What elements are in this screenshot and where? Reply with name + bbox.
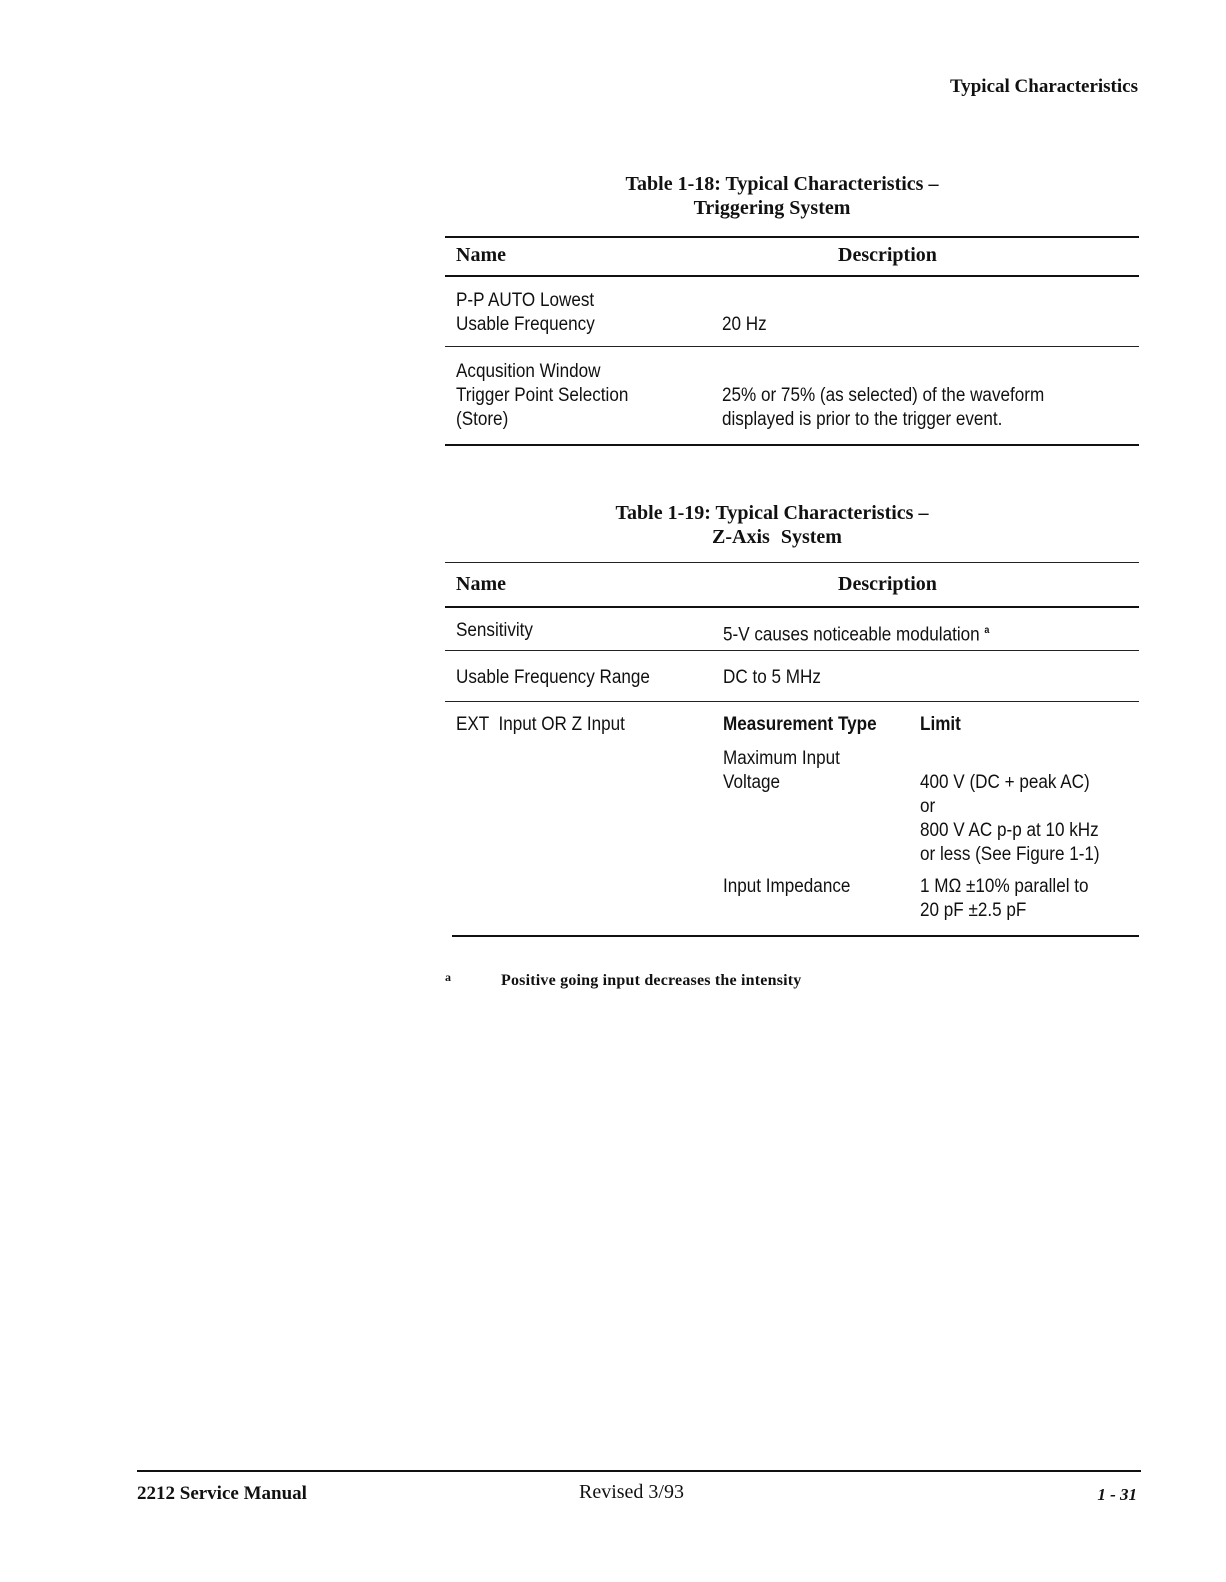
sub-header-limit: Limit [920, 714, 961, 735]
footer-manual-title: 2212 Service Manual [137, 1483, 307, 1504]
table-rule [452, 935, 1139, 937]
table-rule [445, 346, 1139, 347]
table-cell-name: P-P AUTO Lowest [456, 290, 595, 311]
table-cell-description: 25% or 75% (as selected) of the waveform [722, 385, 1045, 406]
measurement-type: Maximum Input [723, 748, 840, 769]
measurement-type: Input Impedance [723, 876, 851, 897]
footnote-text: Positive going input decreases the intensity [501, 972, 802, 989]
column-header-name: Name [456, 573, 506, 595]
table-rule [445, 236, 1139, 238]
table-rule [445, 650, 1139, 651]
column-header-name: Name [456, 244, 506, 266]
table-cell-name: Trigger Point Selection [456, 385, 629, 406]
table-cell-name: Usable Frequency Range [456, 667, 650, 688]
table-rule [445, 275, 1139, 277]
page-number: 1 - 31 [1097, 1485, 1137, 1504]
table-18-title-line1: Table 1-18: Typical Characteristics – [625, 173, 939, 195]
table-cell-name: Sensitivity [456, 620, 533, 641]
table-19-title-line2: Z-Axis System [712, 526, 842, 548]
measurement-type: Voltage [723, 772, 781, 793]
footer-revision: Revised 3/93 [579, 1481, 684, 1503]
column-header-description: Description [838, 573, 937, 595]
table-rule [445, 701, 1139, 702]
table-19 [445, 562, 1139, 938]
table-cell-name: Usable Frequency [456, 314, 595, 335]
table-cell-description: 20 Hz [722, 314, 767, 335]
table-rule [445, 444, 1139, 446]
sub-header-measurement-type: Measurement Type [723, 714, 877, 735]
table-cell-name: EXT Input OR Z Input [456, 714, 625, 735]
table-19-title [445, 501, 1139, 549]
sensitivity-description: 5-V causes noticeable modulation [723, 624, 980, 646]
running-head: Typical Characteristics [949, 76, 1138, 97]
table-18-title [445, 172, 1139, 220]
table-cell-description [723, 619, 989, 647]
table-18 [445, 236, 1139, 448]
table-19-title-line1: Table 1-19: Typical Characteristics – [615, 502, 929, 524]
table-cell-description: DC to 5 MHz [723, 667, 821, 688]
table-cell-name: (Store) [456, 409, 509, 430]
table-rule [445, 562, 1139, 563]
footnote-reference: a [984, 625, 990, 636]
column-header-description: Description [838, 244, 937, 266]
measurement-limit: or less (See Figure 1-1) [920, 844, 1100, 865]
footer-rule [137, 1470, 1141, 1472]
table-rule [445, 606, 1139, 608]
measurement-limit: 400 V (DC + peak AC) [920, 772, 1090, 793]
measurement-limit: 1 MΩ ±10% parallel to [920, 876, 1089, 897]
table-18-title-line2: Triggering System [693, 197, 851, 219]
table-cell-name: Acqusition Window [456, 361, 601, 382]
measurement-limit: 20 pF ±2.5 pF [920, 900, 1027, 921]
footnote-mark: a [445, 970, 451, 984]
measurement-limit: or [920, 796, 936, 817]
measurement-limit: 800 V AC p-p at 10 kHz [920, 820, 1099, 841]
table-cell-description: displayed is prior to the trigger event. [722, 409, 1003, 430]
